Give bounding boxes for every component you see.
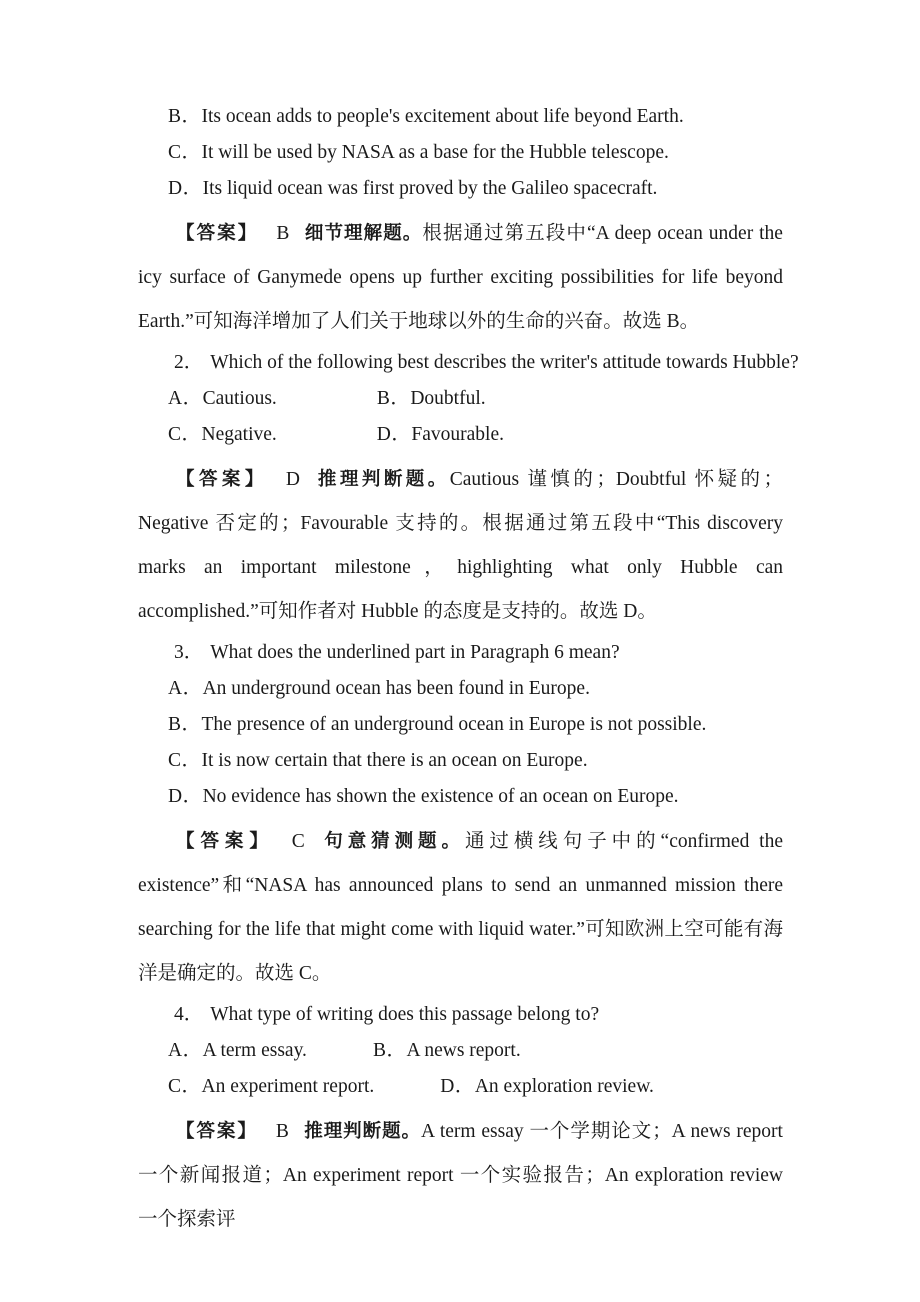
answer-tag-label: 【答案】 [176,469,268,490]
option-choice[interactable] [168,418,277,446]
option-row [138,672,783,708]
option-choice[interactable] [168,708,706,736]
question-number: 2． [174,352,204,373]
option-text: Favourable. [411,424,504,445]
answer-tag-label: 【答案】 [176,223,259,244]
option-text: An underground ocean has been found in Europe. [202,678,590,699]
option-choice[interactable] [168,1034,307,1062]
answer-tag-label: 【答案】 [176,831,274,852]
option-label: C． [168,424,202,445]
answer-tag-label: 【答案】 [176,1121,258,1142]
question-3 [138,636,783,672]
option-label: B． [168,714,202,735]
option-label: B． [376,388,411,409]
option-text: A term essay. [202,1040,307,1061]
question-2-options [138,382,783,454]
option-label: C． [168,750,202,771]
option-text: Its liquid ocean was first proved by the Galileo spacecraft. [202,178,658,199]
option-text: Negative. [201,424,277,445]
option-text: The presence of an underground ocean in Europe is not possible. [201,714,707,735]
option-row [138,172,783,208]
question-2 [138,346,799,382]
option-label: A． [168,678,203,699]
option-row [138,1034,783,1070]
question-3-options [138,672,783,816]
option-text: It is now certain that there is an ocean on Europe. [201,750,588,771]
option-choice[interactable] [168,382,277,410]
answer-explain-body: 根据通过第五段中“A deep ocean under the icy surface of Ganymede opens up further exciting possibilities for life beyond Earth.”可知海洋增加了人们关于地球以外的生命的兴奋。故选 B。 [138,223,783,332]
answer-letter: B [276,223,290,244]
option-row [138,382,783,418]
option-choice[interactable] [377,382,486,410]
option-row [138,1070,783,1106]
question-1-options-continued [138,100,783,208]
option-row [138,100,783,136]
option-choice[interactable] [168,672,590,700]
option-row [138,744,783,780]
question-stem: What does the underlined part in Paragraph 6 mean? [210,642,620,663]
option-text: No evidence has shown the existence of an ocean on Europe. [202,786,679,807]
question-4 [138,998,783,1034]
option-text: A news report. [406,1040,521,1061]
answer-letter: D [285,469,301,490]
option-row [138,780,783,816]
option-label: B． [168,106,202,127]
option-label: B． [372,1040,407,1061]
option-label: A． [168,388,203,409]
answer-explain-type: 句意猜测题。 [319,831,465,852]
question-stem: What type of writing does this passage belong to? [210,1004,600,1025]
option-choice[interactable] [168,744,588,772]
option-choice[interactable] [373,1034,521,1062]
answer-2 [138,458,783,634]
option-text: Its ocean adds to people's excitement about life beyond Earth. [201,106,684,127]
option-choice[interactable] [168,1070,374,1098]
option-text: An experiment report. [201,1076,375,1097]
option-choice[interactable] [168,136,669,164]
question-number: 3． [174,642,204,663]
option-text: An exploration review. [474,1076,654,1097]
option-label: D． [376,424,412,445]
answer-4 [138,1110,783,1242]
question-4-options [138,1034,783,1106]
question-number: 4． [174,1004,204,1025]
answer-letter: B [275,1121,290,1142]
page-content [138,100,799,1242]
option-choice[interactable] [168,172,657,200]
option-choice[interactable] [168,100,684,128]
option-row [138,708,783,744]
question-stem: Which of the following best describes the writer's attitude towards Hubble? [210,352,799,373]
option-label: C． [168,142,202,163]
option-label: C． [168,1076,202,1097]
option-text: It will be used by NASA as a base for the Hubble telescope. [201,142,669,163]
answer-explain-body: A term essay 一个学期论文；A news report 一个新闻报道；An experiment report 一个实验报告；An exploration review 一个探索评 [138,1121,783,1230]
answer-3 [138,820,783,996]
answer-letter: C [291,831,306,852]
answer-explain-body: 通过横线句子中的“confirmed the existence”和“NASA has announced plans to send an unmanned mission there searching for the life that might come with liquid water.”可知欧洲上空可能有海洋是确定的。故选 C。 [138,831,783,984]
option-choice[interactable] [377,418,504,446]
option-row [138,418,783,454]
option-row [138,136,783,172]
option-label: D． [168,786,203,807]
answer-1 [138,212,783,344]
option-choice[interactable] [168,780,679,808]
answer-explain-type: 细节理解题。 [303,223,423,244]
option-text: Cautious. [202,388,277,409]
option-label: D． [168,178,203,199]
option-text: Doubtful. [410,388,486,409]
option-label: D． [440,1076,475,1097]
answer-explain-type: 推理判断题。 [303,1121,421,1142]
answer-explain-body: Cautious 谨慎的；Doubtful 怀疑的；Negative 否定的；Favourable 支持的。根据通过第五段中“This discovery marks an important milestone，highlighting what only Hubble can accomplished.”可知作者对 Hubble 的态度是支持的。故选 D。 [138,469,783,622]
option-label: A． [168,1040,203,1061]
option-choice[interactable] [440,1070,654,1098]
answer-explain-type: 推理判断题。 [314,469,450,490]
